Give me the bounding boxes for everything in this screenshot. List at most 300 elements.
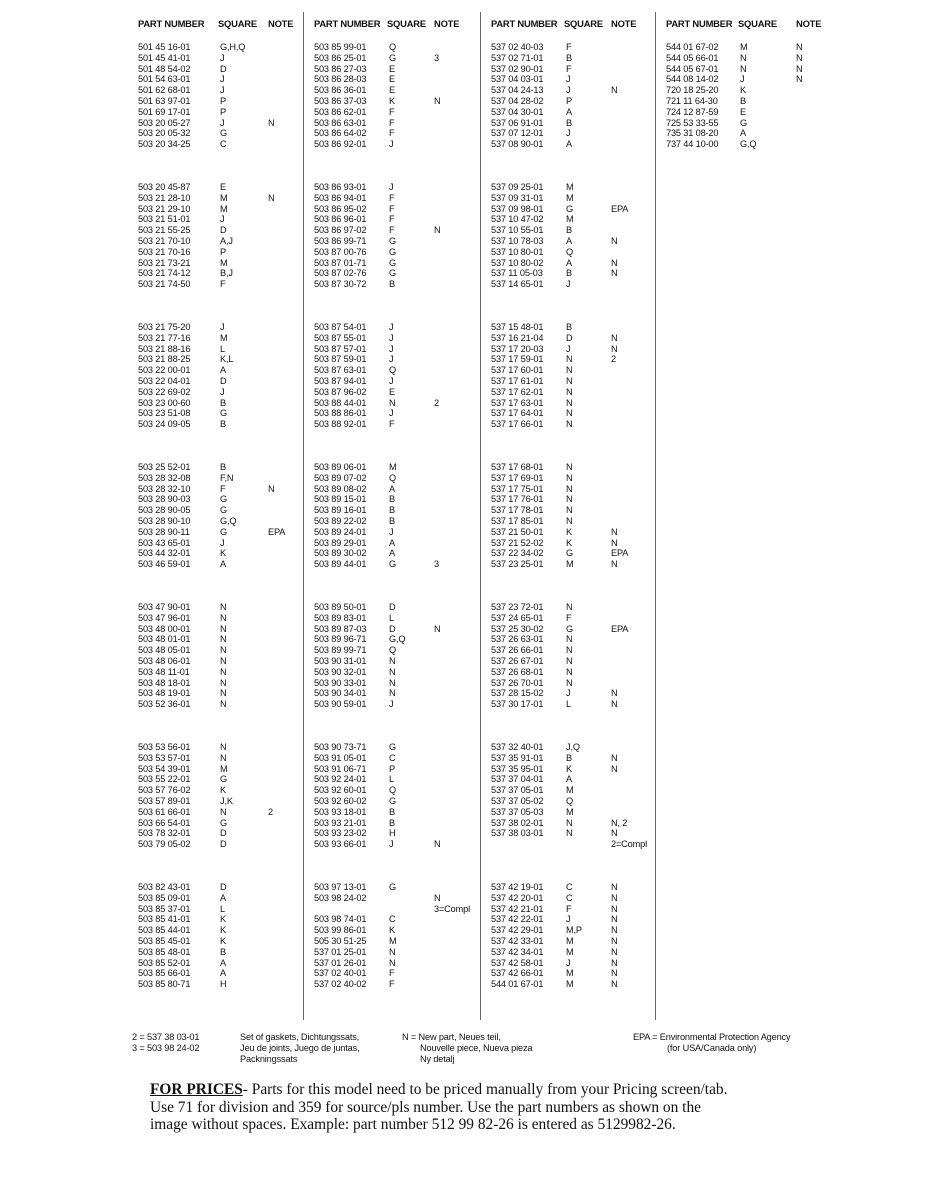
part-number: 537 01 25-01: [314, 946, 367, 957]
square: M: [220, 192, 228, 203]
table-row: [128, 667, 303, 678]
parts-column-3: [480, 12, 656, 1020]
part-number: 503 57 76-02: [138, 785, 191, 796]
table-row: [128, 64, 303, 75]
part-number: 503 89 30-02: [314, 548, 367, 559]
table-row: [481, 828, 656, 839]
square: N: [566, 817, 573, 828]
square: L: [389, 612, 394, 623]
square: E: [389, 63, 395, 74]
part-number: 503 28 90-03: [138, 494, 191, 505]
table-row: [481, 742, 656, 753]
part-number: 503 28 90-10: [138, 515, 191, 526]
table-row: [656, 118, 831, 129]
square: N: [566, 386, 573, 397]
part-number: 537 04 28-02: [491, 95, 544, 106]
table-row: [128, 494, 303, 505]
part-number: 537 17 60-01: [491, 365, 544, 376]
table-row: [128, 613, 303, 624]
square: A: [220, 892, 226, 903]
part-number: 503 21 51-01: [138, 214, 191, 225]
part-number: 537 17 76-01: [491, 494, 544, 505]
part-number: 537 35 95-01: [491, 763, 544, 774]
square: N: [389, 397, 396, 408]
part-number: 537 37 05-01: [491, 785, 544, 796]
square: G: [389, 742, 396, 752]
table-row: [481, 53, 656, 64]
square: N: [566, 462, 573, 472]
part-number: 501 48 54-02: [138, 63, 191, 74]
table-row: [481, 419, 656, 430]
table-row: [656, 53, 831, 64]
square: K: [740, 85, 746, 96]
table-row: [481, 699, 656, 710]
square: F: [389, 117, 395, 128]
part-number: 537 22 34-02: [491, 548, 544, 559]
table-row: [128, 958, 303, 969]
table-row: [128, 365, 303, 376]
square: C: [566, 882, 573, 892]
square: N: [566, 408, 573, 419]
table-row: [304, 947, 481, 958]
table-row: [128, 559, 303, 570]
part-number: 537 11 05-03: [491, 268, 543, 279]
note: N: [611, 537, 618, 548]
square: N: [220, 612, 227, 623]
parts-group: [481, 178, 656, 318]
table-row: [304, 398, 481, 409]
square: F: [389, 214, 395, 225]
square: N: [566, 645, 573, 656]
square: M: [220, 763, 228, 774]
square: G,Q: [220, 515, 237, 526]
part-number: 503 47 90-01: [138, 602, 191, 612]
square: M: [566, 785, 574, 796]
table-row: [481, 462, 656, 473]
part-number: 503 86 93-01: [314, 182, 367, 192]
table-row: [304, 193, 481, 204]
square: B: [220, 397, 226, 408]
part-number: 503 86 96-01: [314, 214, 367, 225]
square: J: [389, 375, 394, 386]
square: F: [220, 279, 226, 290]
table-row: [481, 527, 656, 538]
table-row: [128, 516, 303, 527]
square: B: [566, 117, 572, 128]
table-row: [481, 214, 656, 225]
note: N: [611, 85, 618, 96]
part-number: 503 85 41-01: [138, 914, 191, 925]
part-number: 503 86 63-01: [314, 117, 367, 128]
part-number: 537 17 62-01: [491, 386, 544, 397]
square: N: [220, 645, 227, 656]
part-number: 537 28 15-02: [491, 688, 544, 699]
part-number: 503 25 52-01: [138, 462, 191, 472]
part-number: 503 20 34-25: [138, 139, 191, 150]
table-row: [128, 818, 303, 829]
part-number: 503 91 06-71: [314, 763, 367, 774]
parts-group: [128, 878, 303, 1018]
square: F: [389, 979, 395, 990]
square: C: [220, 139, 227, 150]
part-number: 503 54 39-01: [138, 763, 191, 774]
part-number: 544 08 14-02: [666, 74, 719, 85]
part-number: 544 01 67-01: [491, 979, 544, 990]
part-number: 724 12 87-59: [666, 106, 719, 117]
note: N, 2: [611, 817, 628, 828]
header-part: PART NUMBER: [314, 18, 381, 29]
part-number: 503 87 30-72: [314, 279, 367, 290]
part-number: 503 21 70-16: [138, 246, 191, 257]
parts-group: [481, 598, 656, 738]
square: A: [389, 537, 395, 548]
part-number: 537 42 19-01: [491, 882, 544, 892]
square: G: [566, 623, 573, 634]
square: G,Q: [740, 139, 757, 150]
table-row: [304, 96, 481, 107]
square: A: [566, 139, 572, 150]
square: A: [389, 483, 395, 494]
square: B: [740, 95, 746, 106]
part-number: 537 15 48-01: [491, 322, 544, 332]
parts-group: [128, 598, 303, 738]
note: N: [611, 688, 618, 699]
pricing-line: image without spaces. Example: part number 512 99 82-26 is entered as 5129982-26.: [150, 1116, 676, 1134]
part-number: 537 42 58-01: [491, 957, 544, 968]
table-row: [481, 247, 656, 258]
table-row: [481, 936, 656, 947]
table-row: [481, 656, 656, 667]
table-row: [128, 699, 303, 710]
table-row: [304, 925, 481, 936]
table-row: [304, 64, 481, 75]
square: N: [566, 354, 573, 365]
table-row: [304, 268, 481, 279]
square: N: [566, 666, 573, 677]
part-number: 537 17 20-03: [491, 343, 544, 354]
part-number: 503 87 02-76: [314, 268, 367, 279]
square: H: [389, 828, 396, 839]
table-row: [481, 979, 656, 990]
part-number: 503 86 28-03: [314, 74, 367, 85]
square: J: [566, 85, 571, 96]
table-row: [304, 236, 481, 247]
table-row: [481, 634, 656, 645]
square: G,H,Q: [220, 42, 246, 52]
table-row: [481, 947, 656, 958]
table-row: [128, 645, 303, 656]
part-number: 537 08 90-01: [491, 139, 544, 150]
part-number: 503 24 09-05: [138, 419, 191, 430]
legend-line: Jeu de joints, Juego de juntas,: [240, 1043, 360, 1053]
square: D: [220, 63, 227, 74]
square: F: [389, 203, 395, 214]
square: M: [389, 462, 397, 472]
note: N: [611, 763, 618, 774]
note: N: [611, 268, 618, 279]
table-row: [304, 53, 481, 64]
parts-group: [481, 318, 656, 458]
square: F: [220, 483, 226, 494]
square: M: [740, 42, 748, 52]
square: F: [389, 192, 395, 203]
parts-group: [128, 318, 303, 458]
table-row: [304, 764, 481, 775]
note: N: [611, 828, 618, 839]
square: J: [566, 279, 571, 290]
table-row: [128, 893, 303, 904]
part-number: 537 30 17-01: [491, 699, 544, 710]
part-number: 537 37 05-02: [491, 795, 544, 806]
square: J: [220, 322, 225, 332]
part-number: 537 17 59-01: [491, 354, 544, 365]
table-row: [128, 828, 303, 839]
square: D: [220, 225, 227, 236]
part-number: 537 16 21-04: [491, 332, 544, 343]
legend-line: EPA = Environmental Protection Agency: [633, 1032, 791, 1042]
part-number: 503 86 92-01: [314, 139, 367, 150]
table-row: [304, 624, 481, 635]
part-number: 503 21 74-12: [138, 268, 191, 279]
table-row: [128, 473, 303, 484]
square: D: [389, 623, 396, 634]
part-number: 537 42 29-01: [491, 925, 544, 936]
part-number: 503 89 44-01: [314, 559, 367, 570]
square: D: [220, 882, 227, 892]
part-number: 735 31 08-20: [666, 128, 719, 139]
square: N: [566, 655, 573, 666]
column-header: [128, 12, 303, 38]
note: N: [611, 235, 618, 246]
square: K: [220, 935, 226, 946]
table-row: [481, 193, 656, 204]
square: M,P: [566, 925, 582, 936]
table-row: [481, 807, 656, 818]
table-row: [481, 118, 656, 129]
part-number: 501 45 16-01: [138, 42, 191, 52]
table-row: [304, 936, 481, 947]
square: K: [566, 537, 572, 548]
table-row: [481, 505, 656, 516]
square: Q: [566, 246, 573, 257]
note: N: [796, 52, 803, 63]
part-number: 537 38 02-01: [491, 817, 544, 828]
table-row: [128, 387, 303, 398]
part-number: 537 02 71-01: [491, 52, 544, 63]
table-row: [304, 107, 481, 118]
table-row: [128, 947, 303, 958]
table-row: [128, 656, 303, 667]
table-row: [656, 64, 831, 75]
part-number: 503 86 97-02: [314, 225, 367, 236]
square: A: [566, 774, 572, 785]
table-row: [128, 118, 303, 129]
table-row: [128, 688, 303, 699]
part-number: 503 48 01-01: [138, 634, 191, 645]
part-number: 503 89 99-71: [314, 645, 367, 656]
part-number: 501 62 68-01: [138, 85, 191, 96]
square: Q: [389, 365, 396, 376]
square: G: [220, 505, 227, 516]
part-number: 503 23 51-08: [138, 408, 191, 419]
table-row: [481, 258, 656, 269]
part-number: 544 05 67-01: [666, 63, 719, 74]
note: N: [611, 332, 618, 343]
note: N: [611, 946, 618, 957]
legend-new-part: [402, 1032, 532, 1065]
table-row: [128, 925, 303, 936]
part-number: 537 04 30-01: [491, 106, 544, 117]
square: F: [389, 128, 395, 139]
table-row: [481, 139, 656, 150]
part-number: 503 48 11-01: [138, 666, 190, 677]
part-number: 537 26 70-01: [491, 677, 544, 688]
square: A: [566, 235, 572, 246]
table-row: [128, 936, 303, 947]
part-number: 537 38 03-01: [491, 828, 544, 839]
table-row: [128, 236, 303, 247]
table-row: [656, 139, 831, 150]
pricing-line: Use 71 for division and 359 for source/pls number. Use the part numbers as shown on the: [150, 1098, 701, 1116]
square: N: [220, 688, 227, 699]
part-number: 501 63 97-01: [138, 95, 191, 106]
part-number: 503 46 59-01: [138, 559, 191, 570]
table-row: [128, 602, 303, 613]
table-row: [128, 128, 303, 139]
part-number: 503 86 27-03: [314, 63, 367, 74]
note: 2=Compl: [611, 839, 647, 850]
parts-group: [128, 38, 303, 178]
part-number: 503 48 00-01: [138, 623, 191, 634]
part-number: 544 05 66-01: [666, 52, 719, 63]
table-row: [656, 128, 831, 139]
part-number: 503 99 86-01: [314, 925, 367, 936]
table-row: [304, 333, 481, 344]
square: G: [740, 117, 747, 128]
square: G: [220, 817, 227, 828]
square: P: [389, 763, 395, 774]
table-row: [304, 914, 481, 925]
square: A: [220, 957, 226, 968]
table-row: [304, 968, 481, 979]
part-number: 537 10 80-01: [491, 246, 544, 257]
table-row: [481, 624, 656, 635]
table-row: [128, 225, 303, 236]
table-row: [481, 182, 656, 193]
column-header: [304, 12, 481, 38]
note: 3: [434, 52, 439, 63]
part-number: 537 09 98-01: [491, 203, 544, 214]
square: Q: [389, 472, 396, 483]
part-number: 503 86 94-01: [314, 192, 367, 203]
square: P: [566, 95, 572, 106]
square: G: [220, 408, 227, 419]
note: N: [611, 892, 618, 903]
table-row: [304, 893, 481, 904]
square: J: [389, 354, 394, 365]
square: J: [220, 117, 225, 128]
part-number: 537 10 78-03: [491, 235, 544, 246]
table-row: [481, 107, 656, 118]
part-number: 503 87 00-76: [314, 246, 367, 257]
square: M: [220, 332, 228, 343]
part-number: 503 21 88-16: [138, 343, 191, 354]
square: G: [220, 526, 227, 537]
square: N: [220, 806, 227, 817]
square: A,J: [220, 235, 233, 246]
part-number: 737 44 10-00: [666, 139, 719, 150]
table-row: [304, 807, 481, 818]
square: N: [740, 52, 747, 63]
table-row: [481, 408, 656, 419]
table-row: [128, 678, 303, 689]
square: J: [389, 343, 394, 354]
square: G: [389, 246, 396, 257]
square: B: [389, 279, 395, 290]
part-number: 537 42 33-01: [491, 935, 544, 946]
square: M: [566, 979, 574, 990]
part-number: 537 02 40-03: [491, 42, 544, 52]
square: C: [389, 752, 396, 763]
square: J: [220, 52, 225, 63]
table-row: [481, 968, 656, 979]
table-row: [304, 344, 481, 355]
table-row: [656, 107, 831, 118]
square: J: [220, 85, 225, 96]
parts-group: [481, 38, 656, 178]
legend-line: Ny detalj: [420, 1054, 455, 1064]
part-number: 503 86 64-02: [314, 128, 367, 139]
square: J: [566, 128, 571, 139]
square: B: [566, 322, 572, 332]
square: Q: [566, 795, 573, 806]
part-number: 537 32 40-01: [491, 742, 544, 752]
table-row: [128, 882, 303, 893]
part-number: 503 52 36-01: [138, 699, 191, 710]
square: N: [220, 655, 227, 666]
header-note: NOTE: [268, 18, 294, 29]
square: B: [220, 419, 226, 430]
square: C: [389, 914, 396, 925]
table-row: [128, 408, 303, 419]
table-row: [481, 64, 656, 75]
note: N: [611, 882, 618, 892]
table-row: [481, 344, 656, 355]
part-number: 503 85 37-01: [138, 903, 191, 914]
part-number: 503 89 15-01: [314, 494, 367, 505]
table-row: [481, 613, 656, 624]
header-square: SQUARE: [218, 18, 257, 29]
part-number: 503 55 22-01: [138, 774, 191, 785]
table-row: [481, 473, 656, 484]
part-number: 503 86 99-71: [314, 235, 367, 246]
square: L: [220, 343, 225, 354]
square: G: [220, 128, 227, 139]
square: L: [389, 774, 394, 785]
square: A: [566, 257, 572, 268]
part-number: 503 98 74-01: [314, 914, 367, 925]
note: N: [611, 752, 618, 763]
table-row: [481, 667, 656, 678]
table-row: [656, 85, 831, 96]
square: J: [566, 74, 571, 85]
square: N: [566, 419, 573, 430]
table-row: [481, 85, 656, 96]
part-number: 503 88 92-01: [314, 419, 367, 430]
part-number: 537 42 21-01: [491, 903, 544, 914]
square: G: [389, 257, 396, 268]
part-number: 503 89 24-01: [314, 526, 367, 537]
